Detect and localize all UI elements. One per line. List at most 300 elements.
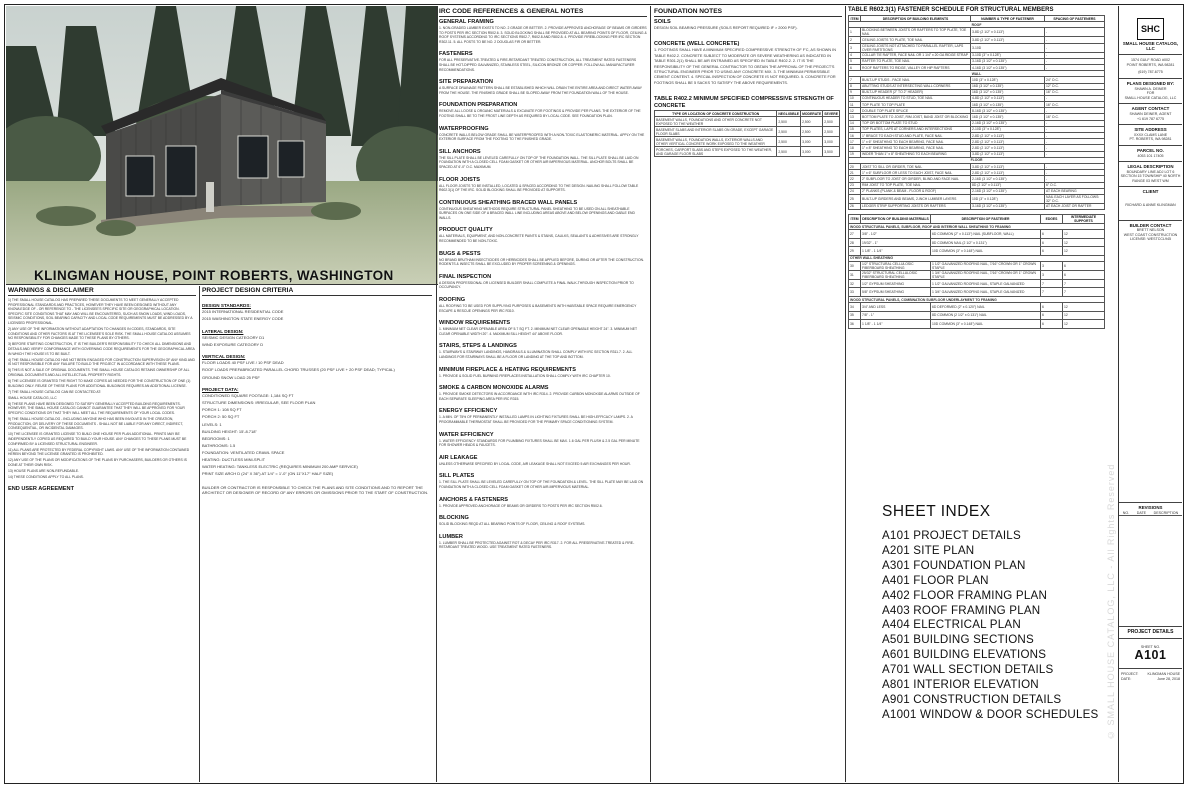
table-header-cell: DESCRIPTION OF BUILDING MATERIALS (861, 215, 931, 224)
table-cell: 6 (1041, 247, 1063, 256)
table-cell: - (1045, 126, 1105, 132)
revisions-col-date: DATE (1136, 510, 1147, 515)
agent-name: SHAWN DEINER, AGENT (1129, 111, 1172, 116)
table-header-cell: NUMBER & TYPE OF FASTENER (971, 16, 1045, 22)
table-cell: 7 (1041, 279, 1063, 288)
table-cell: - (1045, 120, 1105, 126)
table-cell: 1 1/8" - 1 1/4" (861, 247, 931, 256)
table-cell: 3-16D (3 1/2" x 0.135") (971, 203, 1045, 209)
table-cell: 2,500 (823, 127, 840, 137)
table-cell: 10D (3" x 0.128") (971, 194, 1045, 203)
warning-paragraph: 11) ALL PLANS ARE PROTECTED BY FEDERAL COPYRIGHT LAWS. ANY USE OF THE INFORMATION CONTAINED HEREIN BEYOND THE LICENSE GRANTED IS PROHIBITED. (8, 447, 190, 457)
table-cell: 1" BRACE TO EACH STUD AND PLATE, FACE NAIL (861, 133, 971, 139)
table-cell: 3/8" - 1/2" (861, 230, 931, 239)
sheet-index-item: A403 ROOF FRAMING PLAN (882, 603, 1041, 617)
table-cell: - (1045, 58, 1105, 64)
warning-paragraph: SMALL HOUSE CATALOG, LLC (8, 395, 57, 400)
warning-paragraph: 12) ANY USE OF THE PLANS OR MODIFICATIONS OF THE PLANS BY PURCHASERS, BUILDERS OR OTHERS IS DONE AT THEIR OWN RISK. (8, 458, 187, 467)
irc-section-heading: WATER EFFICIENCY (439, 431, 494, 438)
table-cell: 3-8D (2 1/2" x 0.113") (971, 163, 1045, 169)
table-cell: 10 (849, 95, 861, 101)
site-address-2: PT. ROBERTS, WA 98281 (1129, 137, 1172, 142)
table-cell: 3-10D (971, 43, 1045, 52)
table-cell: CEILING JOISTS NOT ATTACHED TO PARALLEL RAFTER, LAPS OVER PARTITIONS (861, 43, 971, 52)
table-cell: 2,500 (801, 127, 823, 137)
table-cell: 19 (849, 151, 861, 157)
table-cell: 30 (849, 261, 861, 270)
table-cell: 1 3/4" GALVANIZED ROOFING NAIL, 7/16" CROWN OR 1" CROWN STAPLE (931, 270, 1041, 279)
table-cell: 3,000 (801, 147, 823, 157)
table-cell: RAFTER TO PLATE, TOE NAIL (861, 58, 971, 64)
table-cell: 6 (1041, 230, 1063, 239)
criteria-line: STRUCTURE DIMENSIONS: IRREGULAR, SEE FLOOR PLAN (202, 400, 316, 406)
table-cell: 11 (849, 102, 861, 108)
irc-section-heading: ANCHORS & FASTENERS (439, 496, 508, 503)
irc-section-text: THE SILL PLATE SHALL BE LEVELED CAREFULLY ON TOP OF THE FOUNDATION WALL. THE SILL PLATE SHALL BE LAID ON FOUNDATION WITH A CLOSED CELL FOAM GASKET OR OTHER AIR IMPERVIOUS MATERIAL. ANCHOR BOLTS SHALL BE SPACED AT 6'-0" O.C. MAXIMUM. (439, 155, 639, 169)
sheet-index-item: A301 FOUNDATION PLAN (882, 558, 1026, 572)
table-row (849, 43, 1105, 52)
table-cell: WIDER THAN 1" x 8" SHEATHING TO EACH BEARING (861, 151, 971, 157)
irc-section-text: 1. THE SILL PLATE SHALL BE LEVELED CAREFULLY ON TOP OF THE FOUNDATION & LEVEL. THE SILL PLATE MAY BE LAID ON FOUNDATION WITH A CLOSED CELL FOAM GASKET OR OTHER AIR-IMPERVIOUS MATERIAL. (439, 480, 644, 489)
sheet-title: PROJECT DETAILS (1127, 629, 1174, 636)
table-cell: 6 (1063, 261, 1105, 270)
table-cell: 10D COMMON (3" x 0.148") NAIL (931, 247, 1041, 256)
table-header-cell: EDGES (1041, 215, 1063, 224)
table-cell: 27 (849, 230, 861, 239)
builder-label: BUILDER CONTACT (1129, 222, 1172, 228)
irc-section-heading: AIR LEAKAGE (439, 454, 478, 461)
table-cell: 12 (849, 108, 861, 114)
irc-section-heading: FASTENERS (439, 51, 473, 58)
sheet-index-item: A801 INTERIOR ELEVATION (882, 678, 1039, 692)
site-label: SITE ADDRESS (1134, 127, 1167, 133)
table-cell: 7 (1063, 279, 1105, 288)
foundation-sections (654, 19, 842, 86)
irc-section-text: NO BRAND BRUTHAM INSECTICIDES OR HERBICIDES SHALL BE APPLIED BEFORE, DURING OR AFTER THE CONSTRUCTION. RODENTS & INSECTS SHALL BE EXCLUDED BY PROPER SCREENING & OPENINGS. (439, 257, 644, 267)
revisions-col-no: NO. (1122, 510, 1130, 515)
builder-name: BRETT NELSON (1136, 228, 1165, 233)
table-group-cell: ROOF (849, 22, 1105, 28)
warning-paragraph: 13) HOUSE PLANS ARE NON-REFUNDABLE. (8, 469, 80, 474)
table-cell: 24" O.C. (1045, 77, 1105, 83)
site-address-1: XXXX CLAMS LANE (1133, 132, 1168, 137)
table-cell: AT EACH JOIST OR RAFTER (1045, 203, 1105, 209)
table-header-cell: NEGLIGIBLE (778, 111, 800, 116)
table-cell: 12 (1063, 230, 1105, 239)
table-cell: 12 (1063, 320, 1105, 329)
table-row (655, 117, 840, 127)
irc-section-heading: PRODUCT QUALITY (439, 227, 493, 234)
table-cell: - (1045, 43, 1105, 52)
table-cell: 8 (849, 83, 861, 89)
criteria-line: BUILDER OR CONTRACTOR IS RESPONSIBLE TO CHECK THE PLANS AND SITE CONDITIONS AND TO REPORT THE ARCHITECT OR DESIGNER OF RECORD OF ANY ERRORS OR OMISSIONS PRIOR TO THE START OF CONSTRUCTION. (202, 484, 429, 496)
table-row (655, 147, 840, 157)
parcel-number: 4053 101 17405 (1137, 153, 1164, 158)
irc-section-text: A SURFACE DRAINAGE PATTERN SHALL BE ESTABLISHED WHICH WILL DRAIN THE ENTIRE AREA AND DIRECT WATER AWAY FROM THE HOUSE. THE FINISHED GRADE SHALL BE SLOPED AWAY FROM THE FOUNDATION WALL OF THE HOUSE. (439, 86, 642, 95)
table-cell: 8D COMMON NAIL (2 1/2" x 0.131") (931, 238, 1041, 247)
irc-section-text: 1. LUMBER SHALL BE PROTECTED AGAINST ROT & DECAY PER IRC R317. 2. FOR ALL PRESERVATIVE-TREATED & FIRE-RETARDANT TREATED WOOD. USE TREATMENT RATED FASTENERS. (439, 540, 635, 550)
table-cell: AT EACH BEARING (1045, 188, 1105, 194)
irc-section-heading: SILL ANCHORS (439, 148, 481, 155)
criteria-line: HEATING: DUCTLESS MINI-SPLIT (202, 457, 266, 462)
irc-section-text: ALL FLOOR JOISTS TO BE INSTALLED, LOCATED & SPACED ACCORDING TO THE DESIGN. NAILING SHALL FOLLOW TABLE R602.3(1) OF THE IRC. SOLID BLOCKING SHALL BE PROVIDED AT SUPPORTS. (439, 183, 639, 193)
agent-phone: +1 619 787 6775 (1136, 116, 1165, 121)
table-cell: LEDGER STRIP SUPPORTING JOISTS OR RAFTERS (861, 203, 971, 209)
section-heading: END USER AGREEMENT (8, 485, 74, 492)
revisions-col-desc: DESCRIPTION (1153, 510, 1179, 515)
table-header-cell: TYPE OR LOCATION OF CONCRETE CONSTRUCTION (655, 111, 777, 117)
irc-section-heading: SMOKE & CARBON MONOXIDE ALARMS (439, 385, 549, 392)
table-cell: 6 (1041, 311, 1063, 320)
criteria-line: PRINT SIZE ARCH D (24" X 36") AT 1/4" = 1'-0" (ON 11"X17" HALF SIZE) (202, 471, 334, 477)
table-cell: BUILT-UP STUDS - FACE NAIL (861, 77, 971, 83)
table-cell: 7/8" - 1" (861, 311, 931, 320)
table-cell: 1 3/4" GALVANIZED ROOFING NAIL, STAPLE GALVANIZED (931, 288, 1041, 297)
table-cell: 7 (1041, 288, 1063, 297)
table-cell: 12" O.C. (1045, 83, 1105, 89)
table-cell: 3-10D (3" x 0.128") (971, 52, 1045, 58)
table-cell: 1/2" GYPSUM SHEATHING (861, 279, 931, 288)
irc-section-text: A DESIGN PROFESSIONAL OR LICENSED BUILDER SHALL COMPLETE A FINAL WALK-THROUGH INSPECTION PRIOR TO OCCUPANCY. (439, 280, 634, 290)
irc-section-heading: BUGS & PESTS (439, 250, 481, 257)
table-cell: 6 (1063, 270, 1105, 279)
designer-for: FOR (1146, 91, 1155, 96)
irc-section-heading: ENERGY EFFICIENCY (439, 408, 498, 415)
firm-address-2: POINT ROBERTS, WA 98281 (1126, 62, 1175, 67)
irc-section-heading: FINAL INSPECTION (439, 273, 492, 280)
table-cell: 7 (849, 77, 861, 83)
irc-sections (439, 19, 647, 550)
table-cell: 13 (849, 114, 861, 120)
table-cell: 8-16D (3 1/2" x 0.135") (971, 108, 1045, 114)
table-cell: 2,500 (777, 117, 801, 127)
irc-section-text: CONTINUOUS SHEATHING METHODS REQUIRE STRUCTURAL PANEL SHEATHING TO BE USED ON ALL SHEATHABLE SURFACES ON ONE SIDE OF A BRACED WALL LINE INCLUDING AREAS ABOVE AND BELOW OPENINGS AND GABLE END WALLS. (439, 206, 635, 220)
fastener-table-title: TABLE R602.3(1) FASTENER SCHEDULE FOR STRUCTURAL MEMBERS (848, 7, 1054, 13)
table-cell: 1" x 6" SHEATHING TO EACH BEARING, FACE NAIL (861, 139, 971, 145)
table-cell: 1 1/2" GALVANIZED ROOFING NAIL, STAPLE GALVANIZED (931, 279, 1041, 288)
table-cell: 3 (1041, 261, 1063, 270)
table-cell: - (1045, 151, 1105, 157)
table-cell: 1 1/8" - 1 1/4" (861, 320, 931, 329)
table-cell: CEILING JOISTS TO PLATE, TOE NAIL (861, 37, 971, 43)
criteria-line: ROOF LOADS PREFABRICATED PARALLEL CHORD TRUSSES (20 PSF LIVE + 20 PSF DEAD; TYPICAL) (202, 367, 395, 373)
table-cell: 3-8D (2 1/2" x 0.113") (971, 151, 1045, 157)
column-divider (436, 6, 437, 782)
table-cell: 1/2" STRUCTURAL CELLULOSIC FIBERBOARD SHEATHING (861, 261, 931, 270)
warning-paragraph: 10) THE LICENSEE IS GRANTED LICENSE TO BUILD ONE HOUSE PER PLAN ADDITIONAL. PRINTS MAY BE INDEPENDENTLY COPIED AS REQUIRED TO BUILD YOUR HOUSE. ANY CHANGES TO THESE PLANS MUST BE CONFIRMED BY A LICENSED STRUCTURAL ENGINEER. (8, 432, 187, 446)
table-cell: 10D (3" x 0.128") (971, 77, 1045, 83)
sheet-index-item: A402 FLOOR FRAMING PLAN (882, 588, 1048, 602)
table-row (849, 247, 1105, 256)
table-cell: 25/32" STRUCTURAL CELLULOSIC FIBERBOARD SHEATHING (861, 270, 931, 279)
table-cell: 7 (1063, 288, 1105, 297)
irc-section-text: FOR ALL PRESERVATIVE-TREATED & FIRE-RETARDANT TREATED CONSTRUCTION, ALL TREATMENT RATED FASTENERS SHALL BE HOT-DIPPED GALVANIZED, STAINLESS STEEL, SILICON BRONZE OR COPPER. FOLLOW ALL MANUFACTURER RECOMMENDATIONS. (439, 58, 637, 72)
table-cell: - (1045, 64, 1105, 70)
sheet-index-item: A101 PROJECT DETAILS (882, 529, 1021, 542)
table-cell: 2 (849, 37, 861, 43)
criteria-line: PORCH 2: 50 SQ FT (202, 414, 240, 420)
sheet-index-item: A601 BUILDING ELEVATIONS (882, 648, 1047, 662)
irc-section-heading: FOUNDATION PREPARATION (439, 102, 518, 109)
table-cell: NAIL EACH LAYER AS FOLLOWS: 32" O.C. (1045, 194, 1105, 203)
table-cell: 15 (849, 126, 861, 132)
table-cell: 2-16D (3 1/2" x 0.135") (971, 120, 1045, 126)
concrete-strength-table (654, 110, 840, 157)
builder-company: WEST COAST CONSTRUCTION (1123, 232, 1178, 237)
table-cell: 2-16D (3 1/2" x 0.135") (971, 188, 1045, 194)
table-cell: 10D COMMON (3" x 0.148") NAIL (931, 320, 1041, 329)
agent-label: AGENT CONTACT (1131, 106, 1170, 112)
designer-firm: SMALL HOUSE CATALOG, LLC (1124, 95, 1177, 100)
table-header-cell: INTERMEDIATE SUPPORTS (1063, 215, 1105, 224)
table-cell: BUILT-UP GIRDERS AND BEAMS, 2-INCH LUMBER LAYERS (861, 194, 971, 203)
table-cell: - (1045, 139, 1105, 145)
irc-section-heading: BLOCKING (439, 515, 469, 522)
parcel-label: PARCEL NO. (1137, 147, 1164, 153)
table-row (655, 127, 840, 137)
date-label: DATE: (1121, 676, 1132, 681)
column-divider (845, 6, 846, 782)
foundation-title: FOUNDATION NOTES (654, 8, 842, 17)
criteria-title: PROJECT DESIGN CRITERIA (202, 287, 432, 296)
foundation-section-heading: SOILS (654, 19, 671, 25)
criteria-line: BATHROOMS: 1.5 (202, 442, 236, 448)
warning-paragraph: 4) THE SMALL HOUSE CATALOG HAS NOT BEEN ENGAGED FOR CONSTRUCTION SUPERVISION OF ANY KIND AND IS NOT RESPONSIBLE FOR ANY FAILURE TO BUILD THE PROJECT IN ACCORDANCE WITH THESE PLANS. (8, 357, 195, 367)
table-cell: 22 (849, 176, 861, 182)
table-row (849, 230, 1105, 239)
table-cell: 2,500 (777, 147, 801, 157)
table-row (849, 303, 1105, 312)
warnings-column (8, 287, 196, 782)
table-cell: 6 (849, 64, 861, 70)
designer-name: SHAWN A. DEINER (1134, 86, 1167, 91)
table-cell: - (1045, 176, 1105, 182)
foundation-section-text: 1. FOOTINGS SHALL HAVE A MINIMUM SPECIFIED COMPRESSIVE STRENGTH OF F'C, AS SHOWN IN TABLE R402.2. CONCRETE SUBJECT TO MODERATE OR SEVERE WEATHERING AS INDICATED IN TABLE R301.2(1) SHALL BE AIR ENTRAINED AS SPECIFIED IN TABLE R402.2. 2. IT IS THE RESPONSIBILITY OF THE GENERAL CONTRACTOR TO OBTAIN THE APPROVAL OF THE PROJECT'S STRUCTURAL ENGINEER PRIOR TO USING ANY CONCRETE MIX. 3. THE MINIMUM PERMISSIBLE CEMENT CONTENT. 4. SPECIAL INSPECTION OF CONCRETE IS NOT REQUIRED. 5. CONCRETE FOR FOOTINGS SHALL BE 5 SACKS TO SATISFY THE ABOVE REQUIREMENTS. (654, 48, 836, 85)
table-row (849, 320, 1105, 329)
table-cell: 25 (849, 194, 861, 203)
irc-section-text: SOLID BLOCKING REQD AT ALL BEARING POINTS OF FLOOR, CEILING & ROOF SYSTEMS. (439, 522, 586, 527)
table-row (849, 261, 1105, 270)
table-cell: 3,000 (801, 137, 823, 147)
irc-section-text: ALL MATERIALS, EQUIPMENT, AND NON-CONCRETE PAINTS & STAINS, CAULKS, SEALANTS & ADHESIVES ARE STRONGLY RECOMMENDED TO BE NON-TOXIC. (439, 234, 639, 244)
table-cell: 12 (1063, 247, 1105, 256)
table-header-cell: SEVERE (824, 111, 838, 116)
irc-section-text: 1. NON-GRADED LUMBER EXISTS TO NO. 2 GRADE OR BETTER. 2. PROVIDE APPROVED ANCHORAGE OF BEAMS OR GIRDERS TO POSTS PER IRC SECTION R502.6. 3. SOLID BLOCKING SHALL BE PROVIDED AT ALL BEARING POINTS OF FLOOR, CEILING & ROOF SYSTEMS ACCORDING TO IRC SECTIONS R502.7, R602.8 AND R802.8. 4. PROVIDE FIREBLOCKING PER IRC SECTION R302.11. 5. ALL POSTS TO BE NO. 2 DOUGLAS FIR OR BETTER. (439, 26, 647, 44)
designer-label: PLANS DESIGNED BY: (1126, 80, 1175, 86)
irc-column (439, 8, 647, 782)
warning-paragraph: 6) THE LICENSEE IS GRANTED THE RIGHT TO MAKE COPIES AS NEEDED FOR THE CONSTRUCTION OF ONE (1) BUILDING ONLY. REUSE OF THESE PLANS FOR ADDITIONAL BUILDINGS REQUIRES AN ADDITIONAL LICENSE. (8, 379, 191, 388)
warning-paragraph: 2) ANY USE OF THE INFORMATION WITHOUT ADAPTATION TO CHANGES IN CODES, STANDARDS, SITE CONDITIONS AND OTHER FACTORS IS AT THE LICENSEE'S SOLE RISK. THE SMALL HOUSE CATALOG ASSUMES NO RESPONSIBILITY FOR CHANGES MADE TO THESE PLANS BY OTHERS. (8, 327, 191, 341)
table-cell: BASEMENT WALLS, FOUNDATION WALLS, EXTERIOR WALLS AND OTHER VERTICAL CONCRETE WORK EXPOSED TO THE WEATHER (655, 137, 777, 147)
table-cell: - (1045, 145, 1105, 151)
foundation-section-text: DESIGN SOIL BEARING PRESSURE (SOILS REPORT REQUIRED IF > 2000 PSF). (654, 26, 798, 30)
builder-license: LICENSE: WESTCCL945 (1130, 237, 1171, 242)
copyright-watermark: © SMALL HOUSE CATALOG, LLC - All Rights Reserved (1106, 463, 1116, 740)
table-cell: 4 (849, 52, 861, 58)
sheet-index-item: A201 SITE PLAN (882, 543, 975, 557)
irc-section-text: 1. PROVIDE SMOKE DETECTORS IN ACCORDANCE WITH IRC R314. 2. PROVIDE CARBON MONOXIDE ALARMS OUTSIDE OF EACH SEPARATE SLEEPING AREA PER IRC R315. (439, 392, 640, 401)
sheet-index-title: SHEET INDEX (882, 503, 991, 520)
table-cell: TOP PLATES, LAPS AT CORNERS AND INTERSECTIONS (861, 126, 971, 132)
firm-logo: SHC (1137, 18, 1164, 40)
table-cell: 3-8D (2 1/2" x 0.113") (971, 37, 1045, 43)
table-cell: 3-16D (3 1/2" x 0.135") (971, 58, 1045, 64)
table-cell: 16" O.C. (1045, 102, 1105, 108)
table-row (849, 279, 1105, 288)
sheet-index-item: A401 FLOOR PLAN (882, 573, 989, 587)
sheet-index-item: A701 WALL SECTION DETAILS (882, 663, 1054, 677)
table-cell: 23 (849, 182, 861, 188)
table-row (849, 194, 1105, 203)
irc-section-heading: MINIMUM FIREPLACE & HEATING REQUIREMENTS (439, 366, 576, 373)
table-cell: JOIST TO SILL OR GIRDER, TOE NAIL (861, 163, 971, 169)
legal-label: LEGAL DESCRIPTION (1127, 164, 1174, 170)
criteria-line: 2015 WASHINGTON STATE ENERGY CODE (202, 316, 284, 322)
criteria-line: GROUND SNOW LOAD 25 PSF (202, 374, 260, 380)
criteria-heading: DESIGN STANDARDS: (202, 303, 251, 308)
table-cell: 3/4" AND LESS (861, 303, 931, 312)
table-cell: 2" SUBFLOOR TO JOIST OR GIRDER, BLIND AND FACE NAIL (861, 176, 971, 182)
irc-section-text: 1. MINIMUM NET CLEAR OPENABLE AREA OF 5.7 SQ FT. 2. MINIMUM NET CLEAR OPENABLE HEIGHT 24". 3. MINIMUM NET CLEAR OPENABLE WIDTH 20". 4. MAXIMUM SILL HEIGHT 44" ABOVE FLOOR. (439, 327, 638, 336)
table-cell: TOP OR BOTTOM PLATE TO STUD (861, 120, 971, 126)
irc-section-text: 1. STAIRWAYS & STAIRWAY LANDINGS, HANDRAILS & ILLUMINATION SHALL COMPLY WITH IRC SECTION R311.7. 2. ALL LANDINGS FOR STAIRWAYS SHALL BE A FLOOR OR LANDING AT THE TOP AND BOTTOM. (439, 350, 633, 359)
table-cell: BASEMENT WALLS, FOUNDATIONS AND OTHER CONCRETE NOT EXPOSED TO THE WEATHER (655, 117, 777, 127)
table-row (849, 270, 1105, 279)
table-cell: 2,500 (823, 117, 840, 127)
fastener-table (848, 15, 1105, 210)
table-header-cell: SPACING OF FASTENERS (1045, 16, 1105, 22)
table-header-cell: ITEM (849, 215, 861, 224)
foundation-column (654, 8, 842, 782)
table-cell: BOTTOM PLATE TO JOIST, RIM JOIST, BAND JOIST OR BLOCKING (861, 114, 971, 120)
table-header-cell: ITEM (850, 16, 859, 21)
table-cell: BASEMENT SLABS AND INTERIOR SLABS ON GRADE, EXCEPT GARAGE FLOOR SLABS (655, 127, 777, 137)
table-cell: - (1045, 170, 1105, 176)
table-cell: 6" O.C. (1045, 182, 1105, 188)
firm-name: SMALL HOUSE CATALOG, LLC (1122, 41, 1179, 51)
table-row (849, 203, 1105, 209)
table-cell: 16D (3 1/2" x 0.135") (971, 83, 1045, 89)
table-row (849, 288, 1105, 297)
table-cell: 16D (3 1/2" x 0.135") (971, 102, 1045, 108)
warnings-paragraphs (8, 298, 196, 493)
criteria-line: PORCH 1: 108 SQ FT (202, 407, 242, 413)
table-cell: 18 (849, 145, 861, 151)
client-name: RICHARD & ANNE KLINGMAN (1125, 203, 1176, 208)
criteria-line: LEVELS: 1 (202, 421, 222, 427)
irc-section-text: UNLESS OTHERWISE SPECIFIED BY LOCAL CODE, AIR LEAKAGE SHALL NOT EXCEED 5 AIR EXCHANGES PER HOUR. (439, 461, 631, 466)
table-row (655, 137, 840, 147)
table-cell: - (1045, 163, 1105, 169)
sheet-number: A101 (1134, 648, 1167, 663)
table-cell: 31 (849, 270, 861, 279)
criteria-line: BEDROOMS: 1 (202, 435, 230, 441)
sheet-index-item: A501 BUILDING SECTIONS (882, 633, 1034, 647)
irc-section-text: 1. A MIN. OF 75% OF PERMANENTLY INSTALLED LAMPS IN LIGHTING FIXTURES SHALL BE HIGH-EFFICACY LAMPS. 2. A PROGRAMMABLE THERMOSTAT SHALL BE PROVIDED FOR THE PRIMARY SPACE CONDITIONING SYSTEM. (439, 415, 633, 424)
irc-section-heading: GENERAL FRAMING (439, 19, 494, 25)
sheet-index (882, 503, 1098, 723)
warning-paragraph: 9) THE SMALL HOUSE CATALOG - INCLUDING ANYONE WHO HAS BEEN INVOLVED IN THE CREATION, PRODUCTION, OR DELIVERY OF THESE DOCUMENTS - SHALL NOT BE LIABLE FOR ANY DIRECT, INDIRECT, CONSEQUENTIAL, OR INCIDENTAL DAMAGES. (8, 417, 183, 431)
sheet-index-item: A901 CONSTRUCTION DETAILS (882, 692, 1062, 706)
criteria-line: SEISMIC DESIGN CATEGORY D1 (202, 334, 265, 340)
table-group-cell: OTHER WALL SHEATHING (849, 255, 1105, 261)
table-cell: 16" O.C. (1045, 114, 1105, 120)
table-cell: 3,000 (823, 137, 840, 147)
criteria-heading: LATERAL DESIGN: (202, 328, 244, 334)
table-cell: - (1045, 108, 1105, 114)
table-cell: 6D COMMON (2" x 0.113") NAIL (SUBFLOOR, WALL) (931, 230, 1041, 239)
table-cell: 4-8D (2 1/2" x 0.113") (971, 95, 1045, 101)
table-cell: 26 (849, 203, 861, 209)
fastener-schedule (848, 7, 1104, 329)
irc-section-heading: CONTINUOUS SHEATHING BRACED WALL PANELS (439, 199, 578, 206)
irc-section-text: 1. PROVIDE & SOLID FUEL BURNING FIREPLACES INSTALLATION SHALL COMPLY WITH IRC CHAPTER 10. (439, 373, 611, 378)
table-cell: 29 (849, 247, 861, 256)
table-cell: CONTINUOUS HEADER TO STUD, TOE NAIL (861, 95, 971, 101)
criteria-line: WIND EXPOSURE CATEGORY D (202, 341, 264, 347)
column-divider (650, 6, 651, 782)
table-cell: 2-8D (2 1/2" x 0.113") (971, 145, 1045, 151)
table-cell: 2-8D (2 1/2" x 0.113") (971, 139, 1045, 145)
revisions-header (1119, 511, 1182, 517)
table-cell: 8D (2 1/2" x 0.113") (971, 182, 1045, 188)
table-cell: RIM JOIST TO TOP PLATE, TOE NAIL (861, 182, 971, 188)
criteria-line: FLOOR LOADS 40 PSF LIVE / 10 PSF DEAD (202, 360, 284, 366)
project-name: KLINGMAN HOUSE (1147, 672, 1180, 676)
warning-paragraph: 7) THE SMALL HOUSE CATALOG CAN BE CONTACTED AT: (8, 389, 102, 394)
table-cell: 36 (849, 320, 861, 329)
table-cell: 4-16D (3 1/2" x 0.135") (971, 64, 1045, 70)
table-cell: 12 (1063, 303, 1105, 312)
fastener-table-panels (848, 214, 1105, 329)
table-cell: 1" x 6" SUBFLOOR OR LESS TO EACH JOIST, FACE NAIL (861, 170, 971, 176)
table-header-cell: DESCRIPTION OF FASTENER (931, 215, 1041, 224)
table-cell: 2,500 (801, 117, 823, 127)
table-cell: 5 (849, 58, 861, 64)
criteria-line: CONDITIONED SQUARE FOOTAGE: 1,184 SQ FT (202, 393, 294, 399)
warning-paragraph: 1) THE SMALL HOUSE CATALOG HAS PREPARED THESE DOCUMENTS TO MEET GENERALLY ACCEPTED PROFESSIONAL STANDARDS AND PRACTICES, HOWEVER THEY HAVE BEEN DESIGNED WITHOUT ANY KNOWLEDGE OF - OR REFERENCE TO - THE LICENSEE'S SPECIFIC SITE OR GEOGRAPHICAL LOCATION. SPECIFIC SITE CONDITIONS THAT MAY AND WILL BE ENCOUNTERED, SUCH AS SNOW LOADS, WIND LOADS, SEISMIC CONDITIONS, SOIL BEARING CAPACITY AND LOCAL CODE REQUIREMENTS MUST BE ADDRESSED BY A LICENSED PROFESSIONAL. (8, 298, 193, 325)
house-rendering (6, 6, 438, 284)
table-cell: 3 (1041, 270, 1063, 279)
table-cell: 1 1/2" GALVANIZED ROOFING NAIL, 7/16" CROWN OR 1" CROWN STAPLE (931, 261, 1041, 270)
table-cell: 6D DEFORMED (2" x 0.120") NAIL (931, 303, 1041, 312)
date-row (1119, 677, 1182, 682)
table-cell: 12 (1063, 311, 1105, 320)
irc-section-heading: SILL PLATES (439, 473, 475, 480)
table-row (849, 311, 1105, 320)
project-label: PROJECT: (1121, 672, 1139, 676)
table-group-cell: WOOD STRUCTURAL PANELS, SUBFLOOR, ROOF AND INTERIOR WALL SHEATHING TO FRAMING (849, 224, 1105, 230)
table-cell: 8D COMMON (2 1/2" x 0.131") NAIL (931, 311, 1041, 320)
table-cell: TOP PLATE TO TOP PLATE (861, 102, 971, 108)
table-cell: 2-16D (3 1/2" x 0.135") (971, 176, 1045, 182)
table-cell: ROOF RAFTERS TO RIDGE, VALLEY OR HIP RAFTERS (861, 64, 971, 70)
column-divider (199, 286, 200, 782)
table-cell: 2-10D (3" x 0.128") (971, 126, 1045, 132)
table-cell: 2" PLANKS (PLANK & BEAM - FLOOR & ROOF) (861, 188, 971, 194)
criteria-column (202, 287, 432, 782)
irc-section-heading: ROOFING (439, 297, 466, 304)
irc-section-text: ALL ROOFING TO BE USED FOR SUPPLYING PURPOSES & BASEMENTS WITH HABITABLE SPACE REQUIRE EMERGENCY ESCAPE & RESCUE OPENINGS PER IRC R310. (439, 304, 637, 313)
criteria-line: WATER HEATING: TANKLESS ELECTRIC (REQUIRES MINIMUM 200 AMP SERVICE) (202, 464, 358, 470)
irc-section-heading: WINDOW REQUIREMENTS (439, 320, 511, 327)
concrete-table-title: TABLE R402.2 MINIMUM SPECIFIED COMPRESSIVE STRENGTH OF CONCRETE (654, 96, 834, 110)
table-cell: 9 (849, 89, 861, 95)
table-cell: 6 (1041, 303, 1063, 312)
table-row (849, 238, 1105, 247)
table-cell: 21 (849, 170, 861, 176)
table-group-cell: FLOOR (849, 157, 1105, 163)
